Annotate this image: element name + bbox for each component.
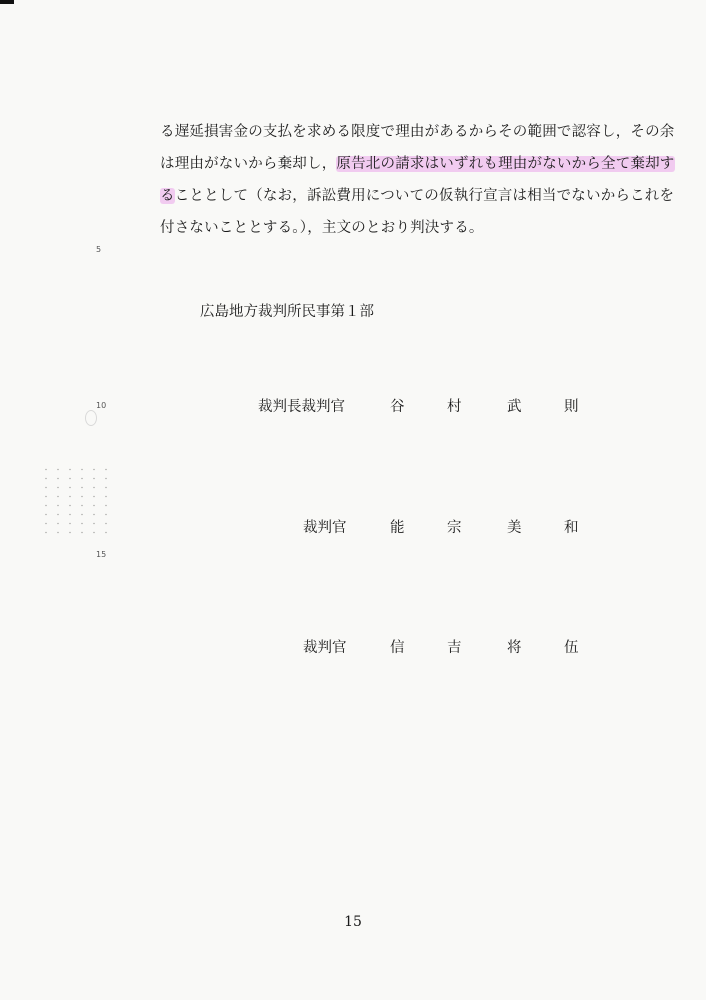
page-number: 15 (344, 914, 362, 930)
corner-mark (0, 0, 14, 4)
judge-2-name-char: 宗 (447, 520, 462, 536)
text-line-3-plain: こととして（なお，訴訟費用についての仮執行宣言は相当でないからこれを (174, 188, 675, 204)
text-line-1: る遅延損害金の支払を求める限度で理由があるからその範囲で認容し，その余 (160, 124, 675, 140)
margin-mark (85, 410, 97, 426)
judge-3-name-char: 将 (507, 640, 522, 656)
judge-1-name-char: 谷 (390, 399, 405, 415)
text-line-2-plain: は理由がないから棄却し， (160, 156, 337, 172)
judge-2-name-char: 和 (564, 520, 579, 536)
judge-2-name-char: 能 (390, 520, 405, 536)
text-line-4: 付さないこととする。），主文のとおり判決する。 (160, 220, 484, 236)
line-number-15: 15 (96, 550, 107, 559)
judge-1-name-char: 武 (507, 399, 522, 415)
judge-2-role: 裁判官 (303, 520, 347, 536)
highlighted-text-cont: る (160, 188, 175, 204)
highlighted-text: 原告北の請求はいずれも理由がないから全て棄却す (336, 156, 675, 172)
judge-1-role: 裁判長裁判官 (258, 399, 345, 415)
text-line-2 (160, 152, 675, 173)
line-number-5: 5 (96, 245, 102, 254)
judge-1-name-char: 村 (447, 399, 462, 415)
judge-3-role: 裁判官 (303, 640, 347, 656)
judge-1-name-char: 則 (564, 399, 579, 415)
judge-2-name-char: 美 (507, 520, 522, 536)
court-name: 広島地方裁判所民事第１部 (200, 304, 374, 320)
judge-3-name-char: 伍 (564, 640, 579, 656)
text-line-3 (160, 184, 674, 205)
judge-3-name-char: 吉 (447, 640, 462, 656)
line-number-10: 10 (96, 401, 107, 410)
judge-3-name-char: 信 (390, 640, 405, 656)
stamp-residue (40, 465, 112, 540)
